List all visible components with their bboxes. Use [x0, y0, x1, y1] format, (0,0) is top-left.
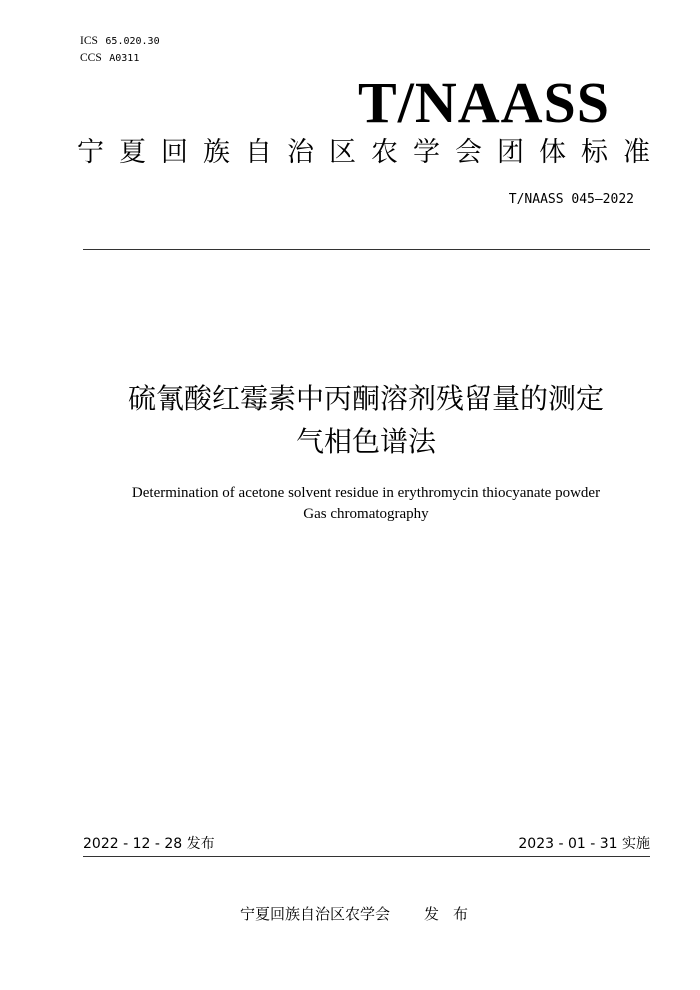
org-title-char: 准 [623, 137, 650, 168]
footer-divider [83, 856, 650, 857]
org-title-char: 宁 [77, 137, 104, 168]
ics-code [80, 34, 160, 49]
ccs-label: CCS [80, 52, 102, 64]
org-title-char: 回 [161, 137, 188, 168]
org-title-char: 族 [203, 137, 230, 168]
implementation-date: 2023 - 01 - 31 实施 [518, 836, 650, 852]
title-chinese-line-1: 硫氰酸红霉素中丙酮溶剂残留量的测定 [127, 382, 604, 415]
header-divider [83, 249, 650, 250]
org-title-char: 标 [581, 137, 608, 168]
org-title-char: 学 [413, 137, 440, 168]
publisher-name: 宁夏回族自治区农学会 [240, 905, 391, 923]
title-english-line-1: Determination of acetone solvent residue in erythromycin thiocyanate powder [131, 485, 601, 501]
ccs-code [80, 51, 139, 66]
ics-label: ICS [80, 35, 98, 47]
org-title-char: 治 [287, 137, 314, 168]
publisher-line [240, 903, 482, 925]
org-title-char: 自 [245, 137, 272, 168]
publisher-action: 发布 [424, 905, 483, 923]
title-chinese-line-2: 气相色谱法 [295, 425, 436, 458]
title-english-line-2: Gas chromatography [303, 506, 429, 522]
ics-value: 65.020.30 [105, 36, 160, 47]
organization-title [77, 134, 650, 172]
org-title-char: 农 [371, 137, 398, 168]
standard-logo: T/NAASS [358, 70, 610, 135]
org-title-char: 会 [455, 137, 482, 168]
org-title-char: 体 [539, 137, 566, 168]
standard-number: T/NAASS 045—2022 [508, 192, 634, 207]
ccs-value: A0311 [109, 53, 140, 64]
org-title-char: 夏 [119, 137, 146, 168]
org-title-char: 区 [329, 137, 356, 168]
org-title-char: 团 [497, 137, 524, 168]
issue-date: 2022 - 12 - 28 发布 [83, 836, 215, 852]
